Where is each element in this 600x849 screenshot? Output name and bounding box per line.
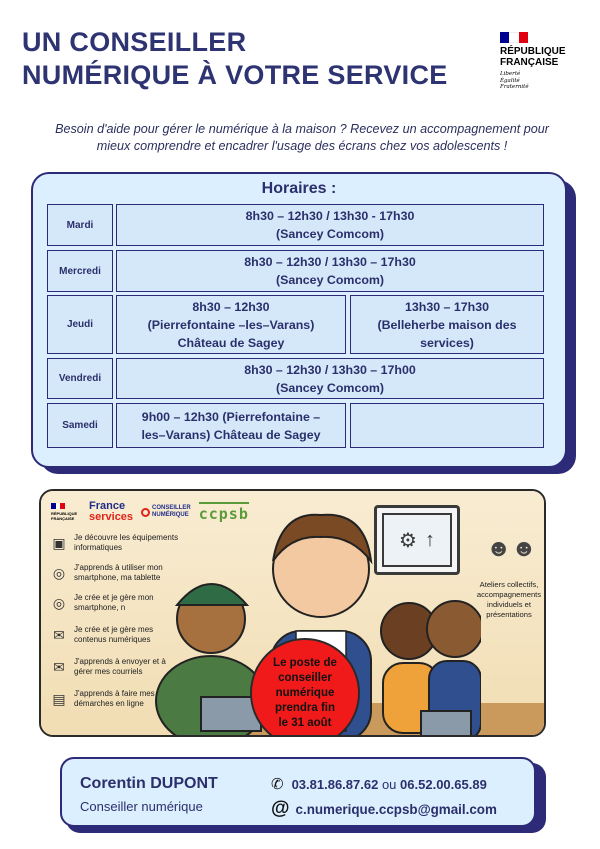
globe-icon: ◎ xyxy=(52,594,66,611)
email-link[interactable]: c.numerique.ccpsb@gmail.com xyxy=(295,801,497,817)
slot-samedi-afternoon xyxy=(350,403,544,448)
cn-logo-line-2: NUMÉRIQUE xyxy=(152,512,189,518)
globe-icon: ◎ xyxy=(52,564,66,581)
hours-title: Horaires : xyxy=(261,180,337,197)
cn-logo-line-1: CONSEILLER xyxy=(152,505,191,511)
republique-francaise-logo xyxy=(500,32,590,91)
email-row xyxy=(271,800,497,818)
phone-row xyxy=(271,775,487,793)
slot-mercredi xyxy=(116,250,544,292)
slot-jeudi-morning xyxy=(116,295,346,354)
contact-name: Corentin DUPONT xyxy=(80,775,218,792)
mini-republique-logo xyxy=(51,503,81,521)
ateliers-text: Ateliers collectifs, accompagnements individuels et présentations xyxy=(476,580,542,619)
phone-number-1[interactable]: 03.81.86.87.62 xyxy=(291,776,379,792)
day-mardi: Mardi xyxy=(47,204,113,246)
slot-jeudi-morning-venue: Château de Sagey xyxy=(177,335,285,350)
man-with-cap-cap xyxy=(177,584,247,605)
slot-jeudi-morning-place: (Pierrefontaine –les–Varans) xyxy=(147,317,315,332)
feature-text: J'apprends à envoyer et à gérer mes courriels xyxy=(74,657,166,676)
badge-line-3: numérique xyxy=(275,686,335,699)
arrow-up-icon: ↑ xyxy=(424,528,435,551)
intro-line-1: Besoin d'aide pour gérer le numérique à la maison ? Recevez un accompagnement pour xyxy=(55,122,549,136)
phone-icon: ✆ xyxy=(271,776,284,793)
republic-name-line-1: RÉPUBLIQUE xyxy=(500,46,566,57)
motto-egalite: Égalité xyxy=(500,77,520,84)
envelope-icon: ✉ xyxy=(53,658,65,675)
slot-samedi-time: 9h00 – 12h30 (Pierrefontaine – xyxy=(141,409,321,424)
slot-jeudi-afternoon-time: 13h30 – 17h30 xyxy=(404,299,490,314)
motto-fraternite: Fraternité xyxy=(500,84,529,90)
envelope-icon: ✉ xyxy=(53,626,65,643)
at-sign-icon: @ xyxy=(271,798,290,819)
intro-text xyxy=(30,121,574,155)
slot-vendredi xyxy=(116,358,544,399)
feature-text: J'apprends à utiliser mon smartphone, ma tablette xyxy=(74,563,163,582)
contact-card xyxy=(60,757,536,827)
laptop-right xyxy=(421,711,471,737)
france-services-services: services xyxy=(89,511,134,523)
badge-line-4: prendra fin xyxy=(274,701,336,714)
slot-jeudi-afternoon-venue: services) xyxy=(420,335,474,350)
day-samedi: Samedi xyxy=(47,403,113,448)
slot-mardi xyxy=(116,204,544,246)
day-mercredi: Mercredi xyxy=(47,250,113,292)
republic-name-line-2: FRANÇAISE xyxy=(500,57,559,68)
feature-text: Je découvre les équipements informatiques xyxy=(74,533,179,552)
slot-mardi-time: 8h30 – 12h30 / 13h30 - 17h30 xyxy=(245,209,415,223)
location-pin-icon xyxy=(141,508,150,517)
slot-mardi-place: (Sancey Comcom) xyxy=(275,227,385,241)
slot-jeudi-afternoon xyxy=(350,295,544,354)
slot-vendredi-time: 8h30 – 12h30 / 13h30 – 17h00 xyxy=(244,362,416,377)
document-icon: ▤ xyxy=(52,690,66,707)
mini-republique-text: RÉPUBLIQUE FRANÇAISE xyxy=(51,511,78,521)
illustration-poster xyxy=(39,489,546,737)
slot-samedi-morning xyxy=(116,403,346,448)
phone-separator: ou xyxy=(381,776,397,792)
contact-role: Conseiller numérique xyxy=(80,799,203,814)
day-jeudi: Jeudi xyxy=(47,295,113,354)
slot-jeudi-morning-time: 8h30 – 12h30 xyxy=(192,299,270,314)
motto xyxy=(500,71,590,91)
slot-mercredi-time: 8h30 – 12h30 / 13h30 – 17h30 xyxy=(244,255,416,269)
end-date-badge xyxy=(250,638,360,737)
slot-mercredi-place: (Sancey Comcom) xyxy=(275,273,385,287)
group-people-icon: ☻☻ xyxy=(486,535,537,562)
french-flag-icon xyxy=(500,32,528,43)
slot-samedi-place: les–Varans) Château de Sagey xyxy=(141,427,321,442)
day-vendredi: Vendredi xyxy=(47,358,113,399)
phone-number-2[interactable]: 06.52.00.65.89 xyxy=(400,776,487,792)
laptop-icon: ▣ xyxy=(52,534,66,551)
motto-liberte: Liberté xyxy=(500,71,521,77)
intro-line-2: mieux comprendre et encadrer l'usage des écrans chez vos adolescents ! xyxy=(96,139,508,153)
france-services-logo xyxy=(89,501,133,523)
hours-panel xyxy=(31,172,567,468)
slot-vendredi-place: (Sancey Comcom) xyxy=(275,380,385,395)
feature-text: J'apprends à faire mes démarches en ligne xyxy=(74,689,155,708)
feature-text: Je crée et je gère mes contenus numériques xyxy=(74,625,154,644)
title-line-2: NUMÉRIQUE À VOTRE SERVICE xyxy=(22,60,448,90)
feature-text: Je crée et je gère mon smartphone, n xyxy=(74,593,154,612)
france-services-france: France xyxy=(89,500,126,512)
badge-line-5: le 31 août xyxy=(278,716,332,729)
badge-line-1: Le poste de xyxy=(273,656,337,669)
slot-jeudi-afternoon-place: (Belleherbe maison des xyxy=(377,317,517,332)
title-line-1: UN CONSEILLER xyxy=(22,27,247,57)
page-title xyxy=(22,26,492,92)
gear-icon: ⚙ xyxy=(399,529,417,552)
man-with-glasses-head xyxy=(427,601,481,657)
badge-line-2: conseiller xyxy=(278,671,332,684)
ccpsb-logo: ccpsb xyxy=(199,502,249,523)
